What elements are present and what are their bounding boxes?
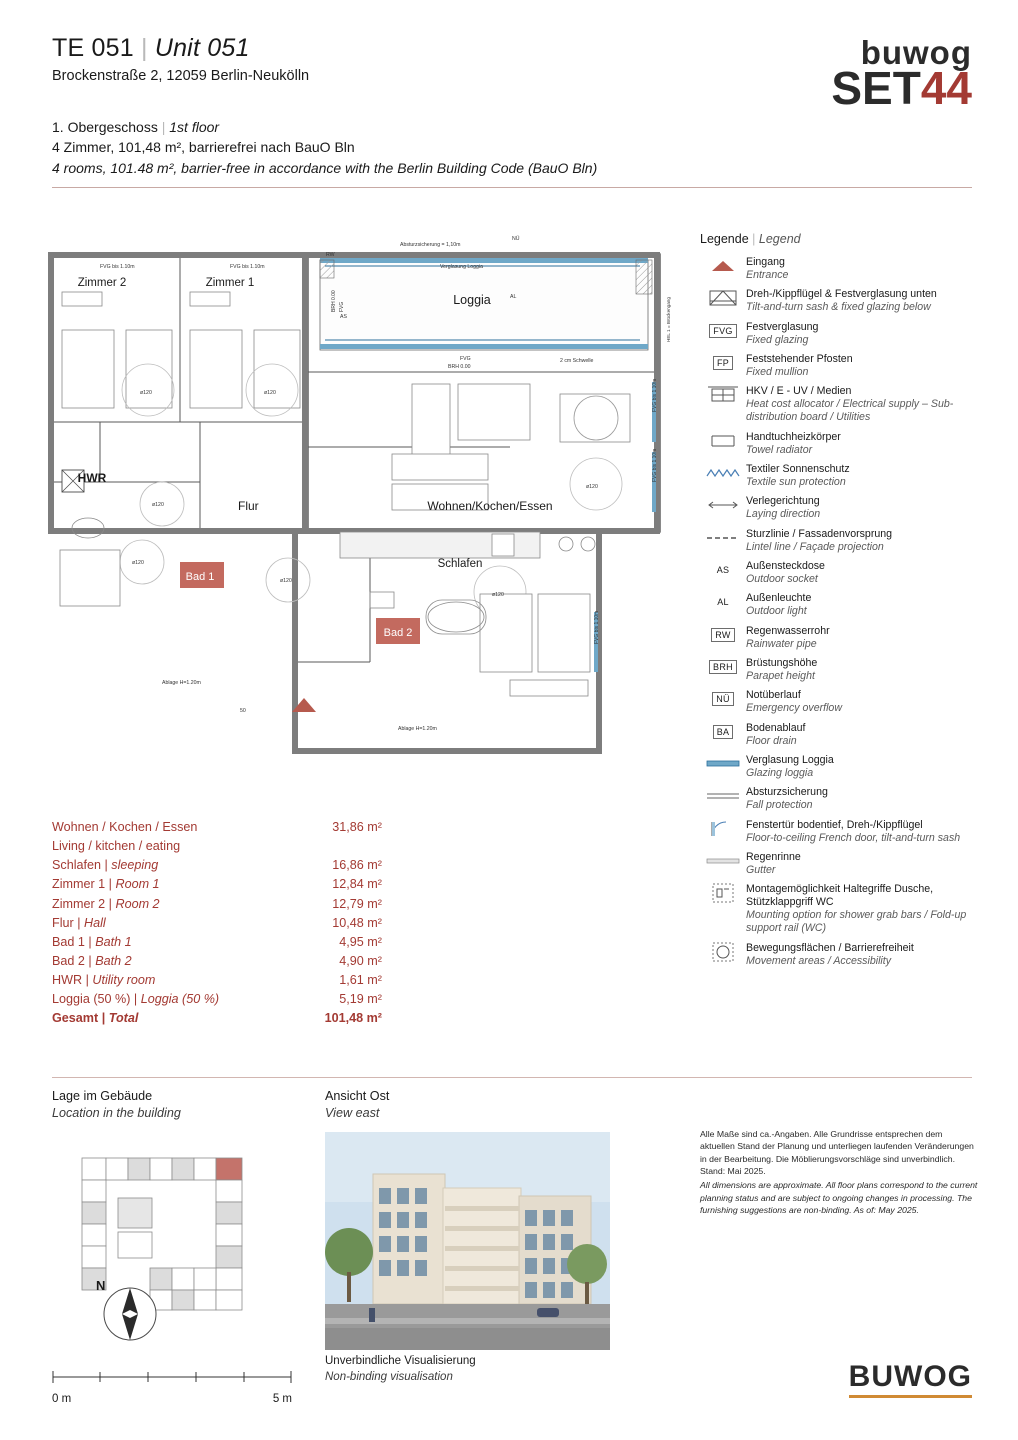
area-value: 4,95 m² xyxy=(339,934,382,949)
legend-item-fall-protection xyxy=(700,785,1000,812)
header-divider xyxy=(52,187,972,188)
svg-text:Zimmer 1: Zimmer 1 xyxy=(205,277,255,289)
brand-number: 44 xyxy=(920,62,972,114)
svg-text:ø120: ø120 xyxy=(132,560,144,566)
area-row xyxy=(52,952,382,971)
legend-de: Eingang xyxy=(746,256,785,268)
legend-de: Regenwasserrohr xyxy=(746,624,830,637)
svg-text:FVG bis 1.10m: FVG bis 1.10m xyxy=(652,448,658,482)
french-door-icon xyxy=(700,818,746,840)
legend-en: Lintel line / Façade projection xyxy=(746,540,884,553)
legend-title-de: Legende xyxy=(700,232,749,246)
svg-text:Loggia: Loggia xyxy=(453,293,491,307)
svg-text:ø120: ø120 xyxy=(264,390,276,396)
legend-item-gutter xyxy=(700,850,1000,877)
svg-text:Ablage H=1.20m: Ablage H=1.20m xyxy=(398,726,437,732)
svg-text:ø120: ø120 xyxy=(140,390,152,396)
area-label-en: Room 2 xyxy=(115,896,160,911)
unit-summary xyxy=(52,117,597,178)
svg-text:RW: RW xyxy=(326,252,335,258)
svg-text:Ablage H=1.20m: Ablage H=1.20m xyxy=(162,680,201,686)
area-row xyxy=(52,990,382,1009)
legend xyxy=(700,232,1000,973)
svg-text:FVG: FVG xyxy=(339,301,345,312)
legend-de: HKV / E - UV / Medien xyxy=(746,385,852,398)
area-label: Flur | Hall xyxy=(52,915,106,930)
area-label: Bad 2 | Bath 2 xyxy=(52,953,132,968)
fall-protection-icon xyxy=(700,785,746,807)
gutter-icon xyxy=(700,850,746,872)
legend-de: Handtuchheizkörper xyxy=(746,430,841,443)
legend-item-fixed-glazing xyxy=(700,320,1000,347)
legend-en: Mounting option for shower grab bars / Fold-up support rail (WC) xyxy=(746,909,967,935)
dashed-line-icon xyxy=(700,527,746,549)
area-label-en: Total xyxy=(108,1011,139,1026)
legend-item-emergency-overflow xyxy=(700,688,1000,715)
towel-radiator-icon xyxy=(700,430,746,452)
legend-title-sep: | xyxy=(752,232,756,246)
brand-buwog: buwog xyxy=(860,34,972,71)
area-label: Schlafen | sleeping xyxy=(52,858,159,873)
legend-en: Heat cost allocator / Electrical supply – Sub-distribution board / Utilities xyxy=(746,398,954,424)
area-value: 1,61 m² xyxy=(339,973,382,988)
view-title-de: Ansicht Ost xyxy=(325,1089,390,1103)
glazing-loggia-icon xyxy=(700,753,746,775)
area-label-de: Zimmer 1 xyxy=(52,877,106,892)
grab-bar-icon xyxy=(700,882,746,904)
legend-item-lintel-line xyxy=(700,527,1000,554)
floor-separator: | xyxy=(161,119,166,135)
legend-de: Montagemöglichkeit Haltegriffe Dusche, Stützklappgriff WC xyxy=(746,883,934,909)
legend-en: Movement areas / Accessibility xyxy=(746,954,892,967)
legend-item-laying-direction xyxy=(700,494,1000,521)
location-title-de: Lage im Gebäude xyxy=(52,1089,153,1103)
area-value: 12,79 m² xyxy=(332,896,382,911)
svg-text:ø120: ø120 xyxy=(280,578,292,584)
code-text: NÜ xyxy=(712,692,734,706)
legend-en: Emergency overflow xyxy=(746,702,842,715)
footer-logo xyxy=(849,1362,972,1398)
disclaimer-de: Alle Maße sind ca.-Angaben. Alle Grundrisse entsprechen dem aktuellen Stand der Planung und unterliegen laufenden Veränderungen in der Bearbeitung. Die Möblierungsvorschläge sind unverbindlich. Stand: Mai 2025. xyxy=(700,1129,974,1177)
legend-de: Verglasung Loggia xyxy=(746,754,834,767)
location-title xyxy=(52,1088,302,1122)
code-text: BRH xyxy=(709,660,737,674)
view-block xyxy=(325,1088,610,1122)
footer-brand-text: BUWOG xyxy=(848,1360,972,1393)
svg-text:Verglasung Loggia: Verglasung Loggia xyxy=(440,264,483,270)
legend-de: Bewegungsflächen / Barrierefreiheit xyxy=(746,941,914,954)
code-text: AS xyxy=(716,565,730,576)
scale-bar-graphic xyxy=(52,1370,292,1384)
legend-de: Feststehender Pfosten xyxy=(746,353,853,366)
legend-item-french-door xyxy=(700,818,1000,845)
legend-item-fixed-mullion xyxy=(700,352,1000,379)
legend-item-entrance xyxy=(700,255,1000,282)
area-row xyxy=(52,933,382,952)
legend-title-en: Legend xyxy=(758,232,801,246)
area-value: 4,90 m² xyxy=(339,953,382,968)
code-text: FP xyxy=(713,356,733,370)
area-value: 31,86 m² xyxy=(332,820,382,834)
legend-en: Floor drain xyxy=(746,734,797,747)
rw-code-icon xyxy=(700,624,746,646)
svg-text:FVG bis 1.10m: FVG bis 1.10m xyxy=(594,610,600,644)
zigzag-icon xyxy=(700,462,746,484)
view-title xyxy=(325,1088,610,1122)
area-value: 5,19 m² xyxy=(339,992,382,1007)
area-label: Zimmer 1 | Room 1 xyxy=(52,877,160,892)
svg-text:AL: AL xyxy=(510,294,517,300)
fvg-code-icon xyxy=(700,320,746,342)
compass-north-label: N xyxy=(96,1278,106,1293)
code-text: BA xyxy=(713,725,734,739)
as-code-icon xyxy=(700,559,746,581)
svg-text:2 cm Schwelle: 2 cm Schwelle xyxy=(560,358,594,364)
scale-bar xyxy=(52,1370,292,1405)
svg-text:ø120: ø120 xyxy=(152,502,164,508)
al-code-icon xyxy=(700,591,746,613)
unit-code-en: Unit 051 xyxy=(154,34,250,62)
area-label-en: Room 1 xyxy=(115,877,160,892)
area-label-en: Hall xyxy=(83,915,106,930)
legend-de: Dreh-/Kippflügel & Festverglasung unten xyxy=(746,288,937,301)
floor-plan xyxy=(40,232,680,792)
area-label-en: Bath 2 xyxy=(95,953,132,968)
legend-en: Textile sun protection xyxy=(746,475,846,488)
area-label-de: HWR xyxy=(52,973,83,988)
area-label: HWR | Utility room xyxy=(52,973,156,988)
svg-text:Flur: Flur xyxy=(238,499,259,513)
legend-de: Fenstertür bodentief, Dreh-/Kippflügel xyxy=(746,818,923,831)
svg-text:HEL 1 = Brückengang: HEL 1 = Brückengang xyxy=(666,297,671,342)
legend-en: Entrance xyxy=(746,268,789,281)
svg-text:Wohnen/Kochen/Essen: Wohnen/Kochen/Essen xyxy=(427,499,553,513)
svg-text:Bad 2: Bad 2 xyxy=(383,627,413,639)
area-value: 10,48 m² xyxy=(332,915,382,930)
area-row xyxy=(52,856,382,875)
legend-en: Rainwater pipe xyxy=(746,637,817,650)
area-label: Gesamt | Total xyxy=(52,1011,139,1026)
brh-code-icon xyxy=(700,656,746,678)
legend-de: Notüberlauf xyxy=(746,689,801,702)
svg-text:ø120: ø120 xyxy=(492,592,504,598)
floor-plan-drawing xyxy=(40,232,680,792)
visualisation-caption xyxy=(325,1354,476,1385)
svg-text:Bad 1: Bad 1 xyxy=(185,571,215,583)
area-label-de: Schlafen xyxy=(52,858,102,873)
legend-en: Towel radiator xyxy=(746,443,813,456)
view-title-en: View east xyxy=(325,1106,380,1120)
location-title-en: Location in the building xyxy=(52,1106,181,1120)
legend-item-rainwater-pipe xyxy=(700,624,1000,651)
legend-item-outdoor-light xyxy=(700,591,1000,618)
floor-line xyxy=(52,117,597,137)
floor-de: 1. Obergeschoss xyxy=(52,119,158,135)
svg-text:FVG bis 1.10m: FVG bis 1.10m xyxy=(652,378,658,412)
disclaimer xyxy=(700,1128,978,1216)
area-row xyxy=(52,971,382,990)
area-table xyxy=(52,818,382,1029)
legend-en: Tilt-and-turn sash & fixed glazing below xyxy=(746,301,931,314)
area-label-en: Utility room xyxy=(92,973,156,988)
caption-en: Non-binding visualisation xyxy=(325,1370,453,1383)
legend-en: Laying direction xyxy=(746,508,821,521)
legend-de: Außensteckdose xyxy=(746,560,825,573)
svg-text:Zimmer 2: Zimmer 2 xyxy=(77,277,127,289)
legend-de: Bodenablauf xyxy=(746,721,806,734)
area-label-de: Zimmer 2 xyxy=(52,896,106,911)
legend-de: Außenleuchte xyxy=(746,592,812,605)
legend-en: Outdoor light xyxy=(746,605,807,618)
legend-en: Glazing loggia xyxy=(746,767,814,779)
svg-text:BRH 0.00: BRH 0.00 xyxy=(448,364,471,370)
code-text: FVG xyxy=(709,324,736,338)
ba-code-icon xyxy=(700,721,746,743)
caption-de: Unverbindliche Visualisierung xyxy=(325,1355,476,1367)
area-label-de: Bad 2 xyxy=(52,953,85,968)
area-label-en: sleeping xyxy=(111,858,159,873)
area-label: Bad 1 | Bath 1 xyxy=(52,934,132,949)
svg-text:HWR: HWR xyxy=(77,471,107,485)
code-text: RW xyxy=(711,628,734,642)
legend-de: Festverglasung xyxy=(746,320,819,333)
legend-de: Brüstungshöhe xyxy=(746,657,818,670)
brand-set44 xyxy=(732,62,972,114)
area-row xyxy=(52,818,382,837)
brand-set-word: SET xyxy=(831,62,921,114)
svg-text:FVG: FVG xyxy=(460,356,471,362)
legend-item-outdoor-socket xyxy=(700,559,1000,586)
tilt-turn-sash-icon xyxy=(700,287,746,309)
area-label-de: Bad 1 xyxy=(52,934,85,949)
unit-code-de: TE 051 xyxy=(52,34,134,62)
legend-item-glazing-loggia xyxy=(700,753,1000,780)
legend-item-floor-drain xyxy=(700,721,1000,748)
svg-text:ø120: ø120 xyxy=(586,484,598,490)
area-row xyxy=(52,914,382,933)
legend-item-movement-areas xyxy=(700,941,1000,968)
area-label xyxy=(52,818,197,837)
area-row xyxy=(52,895,382,914)
area-row-total xyxy=(52,1009,382,1028)
svg-text:Absturzsicherung = 1,10m: Absturzsicherung = 1,10m xyxy=(400,242,461,248)
visualisation-graphic xyxy=(325,1132,610,1350)
area-row xyxy=(52,875,382,894)
legend-item-towel-radiator xyxy=(700,430,1000,457)
area-value: 12,84 m² xyxy=(332,877,382,892)
svg-text:BRH 0.00: BRH 0.00 xyxy=(331,290,337,312)
legend-de: Textiler Sonnenschutz xyxy=(746,462,850,475)
area-row xyxy=(52,837,382,856)
compass xyxy=(88,1270,154,1336)
code-text: AL xyxy=(717,597,729,608)
area-label: Loggia (50 %) | Loggia (50 %) xyxy=(52,992,220,1007)
svg-text:NÜ: NÜ xyxy=(512,236,520,242)
legend-item-parapet-height xyxy=(700,656,1000,683)
location-block xyxy=(52,1088,302,1122)
area-label-de: Gesamt xyxy=(52,1011,99,1026)
svg-text:FVG bis 1.10m: FVG bis 1.10m xyxy=(100,264,135,270)
footer-brand-underline xyxy=(849,1395,972,1398)
scale-start-label: 0 m xyxy=(52,1393,72,1405)
nue-code-icon xyxy=(700,688,746,710)
legend-en: Fixed mullion xyxy=(746,365,809,378)
disclaimer-en: All dimensions are approximate. All floor plans correspond to the current planning status and are subject to ongoing changes in processing. The furnishing suggestions are non-binding. As of: May 2025. xyxy=(700,1180,978,1216)
legend-item-sun-protection xyxy=(700,462,1000,489)
legend-item-grab-bars xyxy=(700,882,1000,935)
area-label-en: Loggia (50 %) xyxy=(140,992,220,1007)
title-separator: | xyxy=(140,34,148,62)
legend-item-tilt-turn-sash xyxy=(700,287,1000,314)
legend-en: Outdoor socket xyxy=(746,572,818,585)
bottom-divider xyxy=(52,1077,972,1078)
legend-en: Parapet height xyxy=(746,669,815,682)
legend-item-utilities xyxy=(700,384,1000,424)
legend-en: Fall protection xyxy=(746,799,813,812)
scale-end-label: 5 m xyxy=(272,1393,292,1405)
movement-area-icon xyxy=(700,941,746,963)
utilities-icon xyxy=(700,384,746,406)
building-visualisation xyxy=(325,1132,610,1350)
fp-code-icon xyxy=(700,352,746,374)
legend-en: Fixed glazing xyxy=(746,333,809,346)
area-label-de: Loggia (50 %) xyxy=(52,992,131,1007)
legend-title xyxy=(700,232,1000,246)
area-label-de: Wohnen / Kochen / Essen xyxy=(52,820,198,834)
legend-de: Verlegerichtung xyxy=(746,495,820,508)
legend-de: Regenrinne xyxy=(746,851,801,864)
area-label-de: Flur xyxy=(52,915,74,930)
legend-de: Absturzsicherung xyxy=(746,786,828,799)
rooms-en: 4 rooms, 101.48 m², barrier-free in accordance with the Berlin Building Code (BauO Bln) xyxy=(52,159,598,176)
svg-text:AS: AS xyxy=(340,314,347,320)
brand-logo xyxy=(732,34,972,114)
legend-de: Sturzlinie / Fassadenvorsprung xyxy=(746,527,893,540)
area-label: Zimmer 2 | Room 2 xyxy=(52,896,160,911)
area-value: 16,86 m² xyxy=(332,858,382,873)
floor-en: 1st floor xyxy=(169,119,220,135)
double-arrow-icon xyxy=(700,494,746,516)
area-value: 101,48 m² xyxy=(324,1011,382,1026)
svg-text:Schlafen: Schlafen xyxy=(437,558,483,570)
legend-en: Gutter xyxy=(746,864,776,877)
entrance-icon xyxy=(700,255,746,277)
address: Brockenstraße 2, 12059 Berlin-Neukölln xyxy=(52,68,310,84)
area-label-en: Bath 1 xyxy=(95,934,132,949)
area-label-en: Living / kitchen / eating xyxy=(52,839,181,854)
legend-en: Floor-to-ceiling French door, tilt-and-turn sash xyxy=(746,831,961,844)
svg-text:FVG bis 1.10m: FVG bis 1.10m xyxy=(230,264,265,270)
rooms-de: 4 Zimmer, 101,48 m², barrierefrei nach BauO Bln xyxy=(52,139,355,156)
svg-text:50: 50 xyxy=(240,708,246,714)
